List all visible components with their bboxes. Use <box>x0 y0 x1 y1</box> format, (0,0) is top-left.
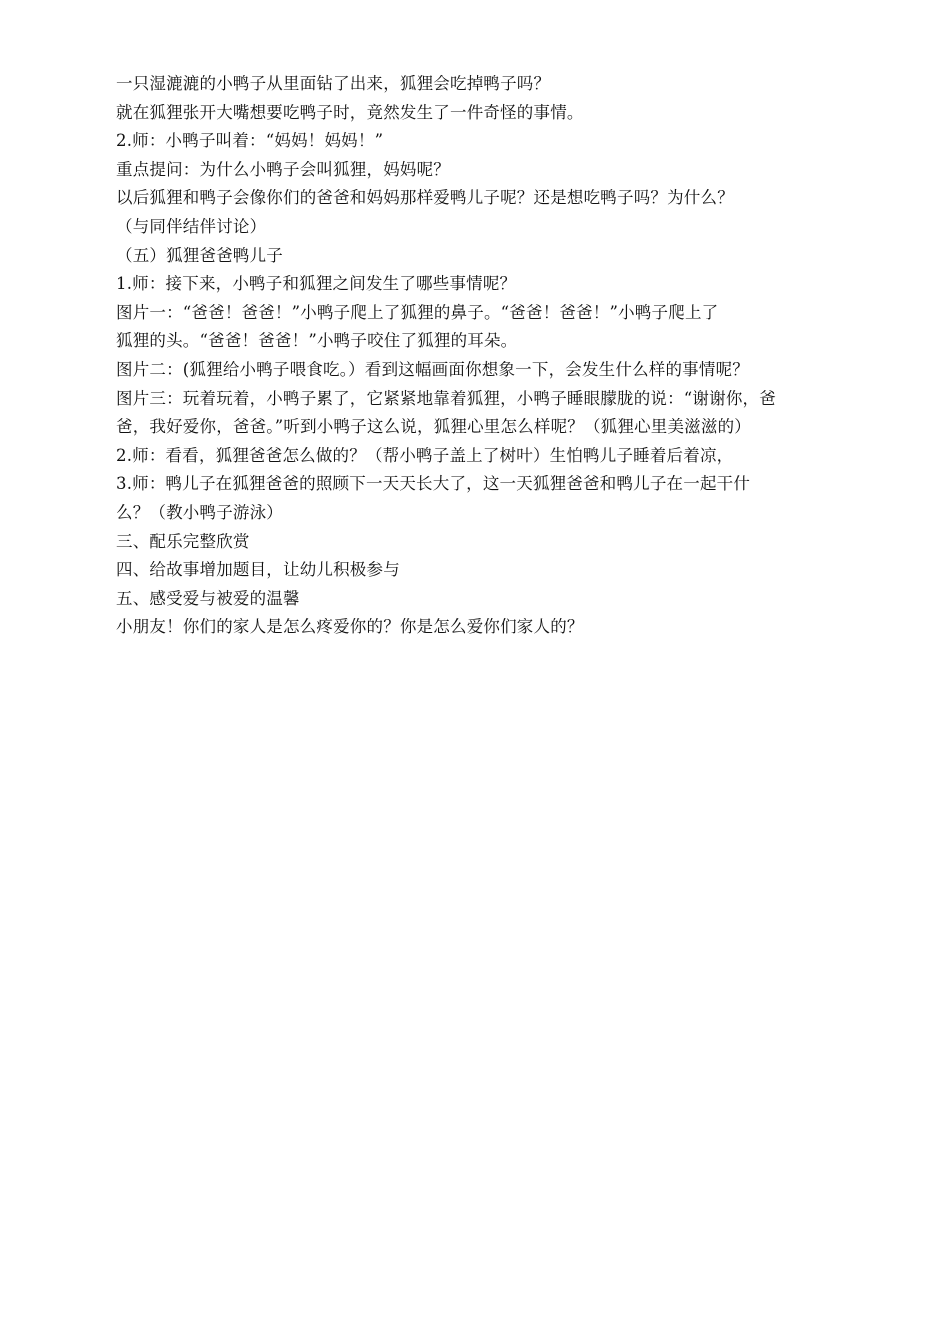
section-heading: （五）狐狸爸爸鸭儿子 <box>116 245 283 265</box>
section-heading: 五、感受爱与被爱的温馨 <box>116 588 300 608</box>
text-line: 爸，我好爱你，爸爸。”听到小鸭子这么说，狐狸心里怎么样呢？（狐狸心里美滋滋的） <box>116 417 751 437</box>
text-line: 就在狐狸张开大嘴想要吃鸭子时，竟然发生了一件奇怪的事情。 <box>116 102 584 122</box>
text-line: 1.师：接下来，小鸭子和狐狸之间发生了哪些事情呢？ <box>116 274 517 294</box>
text-line: 图片二：(狐狸给小鸭子喂食吃。）看到这幅画面你想象一下，会发生什么样的事情呢？ <box>116 359 749 379</box>
text-line: 3.师：鸭儿子在狐狸爸爸的照顾下一天天长大了，这一天狐狸爸爸和鸭儿子在一起干什 <box>116 474 751 494</box>
text-line: 2.师：小鸭子叫着：“妈妈！妈妈！” <box>116 131 384 151</box>
text-line: （与同伴结伴讨论） <box>116 216 267 236</box>
text-line: 一只湿漉漉的小鸭子从里面钻了出来，狐狸会吃掉鸭子吗？ <box>116 74 551 93</box>
text-line: 以后狐狸和鸭子会像你们的爸爸和妈妈那样爱鸭儿子呢？还是想吃鸭子吗？为什么？ <box>116 188 734 208</box>
section-heading: 三、配乐完整欣赏 <box>116 531 250 551</box>
text-line: 么？（教小鸭子游泳） <box>116 502 283 522</box>
text-line: 狐狸的头。“爸爸！爸爸！”小鸭子咬住了狐狸的耳朵。 <box>116 331 518 351</box>
section-heading: 四、给故事增加题目，让幼儿积极参与 <box>116 560 400 580</box>
text-line: 图片三：玩着玩着，小鸭子累了，它紧紧地靠着狐狸，小鸭子睡眼朦胧的说：“谢谢你，爸 <box>116 388 776 408</box>
text-line: 2.师：看看，狐狸爸爸怎么做的？（帮小鸭子盖上了树叶）生怕鸭儿子睡着后着凉， <box>116 445 734 465</box>
document-body <box>116 70 846 642</box>
text-line: 小朋友！你们的家人是怎么疼爱你的？你是怎么爱你们家人的？ <box>116 617 584 637</box>
text-line: 图片一：“爸爸！爸爸！”小鸭子爬上了狐狸的鼻子。“爸爸！爸爸！”小鸭子爬上了 <box>116 302 719 322</box>
text-line: 重点提问：为什么小鸭子会叫狐狸，妈妈呢？ <box>116 159 450 179</box>
